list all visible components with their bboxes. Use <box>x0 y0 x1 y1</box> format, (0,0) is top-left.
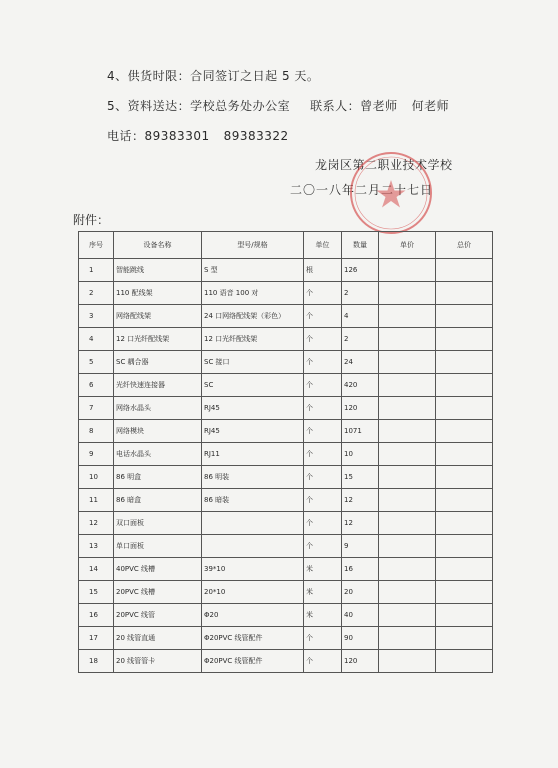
cell-seq: 10 <box>79 466 114 489</box>
cell-unit-price <box>379 558 436 581</box>
cell-model-spec: 86 暗装 <box>202 489 304 512</box>
contact-person-1: 曾老师 <box>360 99 398 113</box>
cell-total-price <box>436 581 493 604</box>
cell-seq: 8 <box>79 420 114 443</box>
signature-school: 龙岗区第二职业技术学校 <box>315 158 453 172</box>
table-row <box>79 535 493 558</box>
cell-seq: 9 <box>79 443 114 466</box>
cell-unit-price <box>379 397 436 420</box>
cell-unit: 个 <box>304 420 342 443</box>
table-row <box>79 397 493 420</box>
cell-model-spec: 39*10 <box>202 558 304 581</box>
cell-model-spec: 12 口光纤配线架 <box>202 328 304 351</box>
table-body <box>79 259 493 673</box>
cell-model-spec: 24 口网络配线架（彩色） <box>202 305 304 328</box>
cell-seq: 15 <box>79 581 114 604</box>
cell-total-price <box>436 535 493 558</box>
cell-unit: 个 <box>304 627 342 650</box>
cell-unit: 个 <box>304 328 342 351</box>
cell-seq: 17 <box>79 627 114 650</box>
cell-seq: 4 <box>79 328 114 351</box>
cell-device-name: 12 口光纤配线架 <box>114 328 202 351</box>
cell-unit-price <box>379 420 436 443</box>
phone-line <box>107 127 289 144</box>
cell-total-price <box>436 259 493 282</box>
attachment-label: 附件： <box>73 213 110 227</box>
cell-unit: 个 <box>304 466 342 489</box>
cell-unit-price <box>379 374 436 397</box>
cell-quantity: 40 <box>342 604 379 627</box>
cell-quantity: 126 <box>342 259 379 282</box>
cell-total-price <box>436 512 493 535</box>
cell-quantity: 16 <box>342 558 379 581</box>
documents-location: 5、资料送达：学校总务处办公室 <box>107 99 291 113</box>
table-row <box>79 581 493 604</box>
cell-unit-price <box>379 351 436 374</box>
cell-total-price <box>436 328 493 351</box>
header-total-price: 总价 <box>436 232 493 259</box>
contact-person-2: 何老师 <box>411 99 450 113</box>
cell-unit-price <box>379 259 436 282</box>
delivery-clause: 4、供货时限：合同签订之日起 5 天。 <box>107 69 320 83</box>
cell-total-price <box>436 420 493 443</box>
cell-device-name: 20PVC 线管 <box>114 604 202 627</box>
cell-quantity: 12 <box>342 489 379 512</box>
cell-unit: 个 <box>304 374 342 397</box>
cell-total-price <box>436 627 493 650</box>
table-header-row <box>79 232 493 259</box>
cell-total-price <box>436 351 493 374</box>
cell-unit-price <box>379 328 436 351</box>
contact-label: 联系人： <box>310 99 361 113</box>
table-row <box>79 259 493 282</box>
table-row <box>79 282 493 305</box>
cell-unit: 个 <box>304 443 342 466</box>
cell-quantity: 420 <box>342 374 379 397</box>
table-row <box>79 627 493 650</box>
table-row <box>79 443 493 466</box>
cell-unit-price <box>379 581 436 604</box>
cell-seq: 7 <box>79 397 114 420</box>
cell-quantity: 120 <box>342 650 379 673</box>
cell-total-price <box>436 443 493 466</box>
cell-seq: 14 <box>79 558 114 581</box>
cell-model-spec <box>202 512 304 535</box>
cell-model-spec: 20*10 <box>202 581 304 604</box>
cell-seq: 16 <box>79 604 114 627</box>
cell-device-name: 光纤快速连接器 <box>114 374 202 397</box>
cell-unit-price <box>379 466 436 489</box>
cell-device-name: 20 线管管卡 <box>114 650 202 673</box>
header-seq: 序号 <box>79 232 114 259</box>
cell-total-price <box>436 489 493 512</box>
cell-device-name: 网络水晶头 <box>114 397 202 420</box>
cell-model-spec: RJ45 <box>202 420 304 443</box>
cell-device-name: 双口面板 <box>114 512 202 535</box>
cell-unit-price <box>379 650 436 673</box>
cell-quantity: 90 <box>342 627 379 650</box>
cell-seq: 6 <box>79 374 114 397</box>
cell-model-spec: Φ20PVC 线管配件 <box>202 627 304 650</box>
cell-seq: 2 <box>79 282 114 305</box>
cell-quantity: 2 <box>342 328 379 351</box>
cell-unit: 个 <box>304 305 342 328</box>
table-row <box>79 558 493 581</box>
cell-total-price <box>436 650 493 673</box>
cell-device-name: 单口面板 <box>114 535 202 558</box>
signature-date: 二〇一八年二月二十七日 <box>290 183 434 197</box>
table-row <box>79 604 493 627</box>
phone-number-2: 89383322 <box>223 129 289 143</box>
cell-seq: 11 <box>79 489 114 512</box>
table-row <box>79 420 493 443</box>
cell-seq: 13 <box>79 535 114 558</box>
table-row <box>79 328 493 351</box>
table-row <box>79 489 493 512</box>
header-unit-price: 单价 <box>379 232 436 259</box>
cell-unit: 米 <box>304 581 342 604</box>
header-quantity: 数量 <box>342 232 379 259</box>
cell-device-name: 20 线管直通 <box>114 627 202 650</box>
cell-model-spec <box>202 535 304 558</box>
cell-model-spec: RJ11 <box>202 443 304 466</box>
cell-quantity: 9 <box>342 535 379 558</box>
cell-quantity: 10 <box>342 443 379 466</box>
table-row <box>79 650 493 673</box>
cell-seq: 3 <box>79 305 114 328</box>
cell-total-price <box>436 604 493 627</box>
cell-device-name: 网络模块 <box>114 420 202 443</box>
cell-model-spec: RJ45 <box>202 397 304 420</box>
cell-quantity: 24 <box>342 351 379 374</box>
equipment-table <box>78 231 493 673</box>
cell-model-spec: SC 接口 <box>202 351 304 374</box>
cell-unit-price <box>379 627 436 650</box>
table-row <box>79 466 493 489</box>
cell-unit-price <box>379 489 436 512</box>
table-row <box>79 374 493 397</box>
cell-model-spec: Φ20 <box>202 604 304 627</box>
cell-device-name: 20PVC 线槽 <box>114 581 202 604</box>
cell-unit-price <box>379 535 436 558</box>
cell-device-name: 智能跳线 <box>114 259 202 282</box>
cell-unit: 根 <box>304 259 342 282</box>
cell-unit-price <box>379 282 436 305</box>
cell-unit: 个 <box>304 351 342 374</box>
header-unit: 单位 <box>304 232 342 259</box>
cell-unit-price <box>379 305 436 328</box>
documents-clause <box>107 97 449 114</box>
cell-unit: 米 <box>304 558 342 581</box>
cell-seq: 12 <box>79 512 114 535</box>
cell-quantity: 4 <box>342 305 379 328</box>
cell-quantity: 20 <box>342 581 379 604</box>
cell-seq: 18 <box>79 650 114 673</box>
cell-unit: 个 <box>304 650 342 673</box>
cell-unit-price <box>379 604 436 627</box>
header-model-spec: 型号/规格 <box>202 232 304 259</box>
cell-model-spec: 86 明装 <box>202 466 304 489</box>
cell-total-price <box>436 282 493 305</box>
cell-unit: 个 <box>304 489 342 512</box>
cell-quantity: 120 <box>342 397 379 420</box>
table-row <box>79 351 493 374</box>
phone-number-1: 89383301 <box>144 129 210 143</box>
cell-model-spec: S 型 <box>202 259 304 282</box>
cell-unit-price <box>379 512 436 535</box>
cell-device-name: 86 暗盒 <box>114 489 202 512</box>
cell-device-name: 40PVC 线槽 <box>114 558 202 581</box>
cell-unit: 个 <box>304 397 342 420</box>
cell-unit: 个 <box>304 512 342 535</box>
cell-unit: 个 <box>304 535 342 558</box>
cell-quantity: 12 <box>342 512 379 535</box>
cell-model-spec: SC <box>202 374 304 397</box>
cell-model-spec: Φ20PVC 线管配件 <box>202 650 304 673</box>
cell-seq: 5 <box>79 351 114 374</box>
phone-label: 电话： <box>107 129 145 143</box>
cell-unit-price <box>379 443 436 466</box>
cell-quantity: 1071 <box>342 420 379 443</box>
cell-device-name: 网络配线架 <box>114 305 202 328</box>
cell-total-price <box>436 305 493 328</box>
cell-model-spec: 110 语音 100 对 <box>202 282 304 305</box>
cell-seq: 1 <box>79 259 114 282</box>
cell-quantity: 15 <box>342 466 379 489</box>
table-row <box>79 512 493 535</box>
cell-total-price <box>436 558 493 581</box>
table-row <box>79 305 493 328</box>
cell-total-price <box>436 397 493 420</box>
cell-device-name: 86 明盒 <box>114 466 202 489</box>
cell-unit: 个 <box>304 282 342 305</box>
cell-quantity: 2 <box>342 282 379 305</box>
cell-unit: 米 <box>304 604 342 627</box>
cell-total-price <box>436 374 493 397</box>
cell-total-price <box>436 466 493 489</box>
cell-device-name: 110 配线架 <box>114 282 202 305</box>
cell-device-name: SC 耦合器 <box>114 351 202 374</box>
header-device-name: 设备名称 <box>114 232 202 259</box>
cell-device-name: 电话水晶头 <box>114 443 202 466</box>
